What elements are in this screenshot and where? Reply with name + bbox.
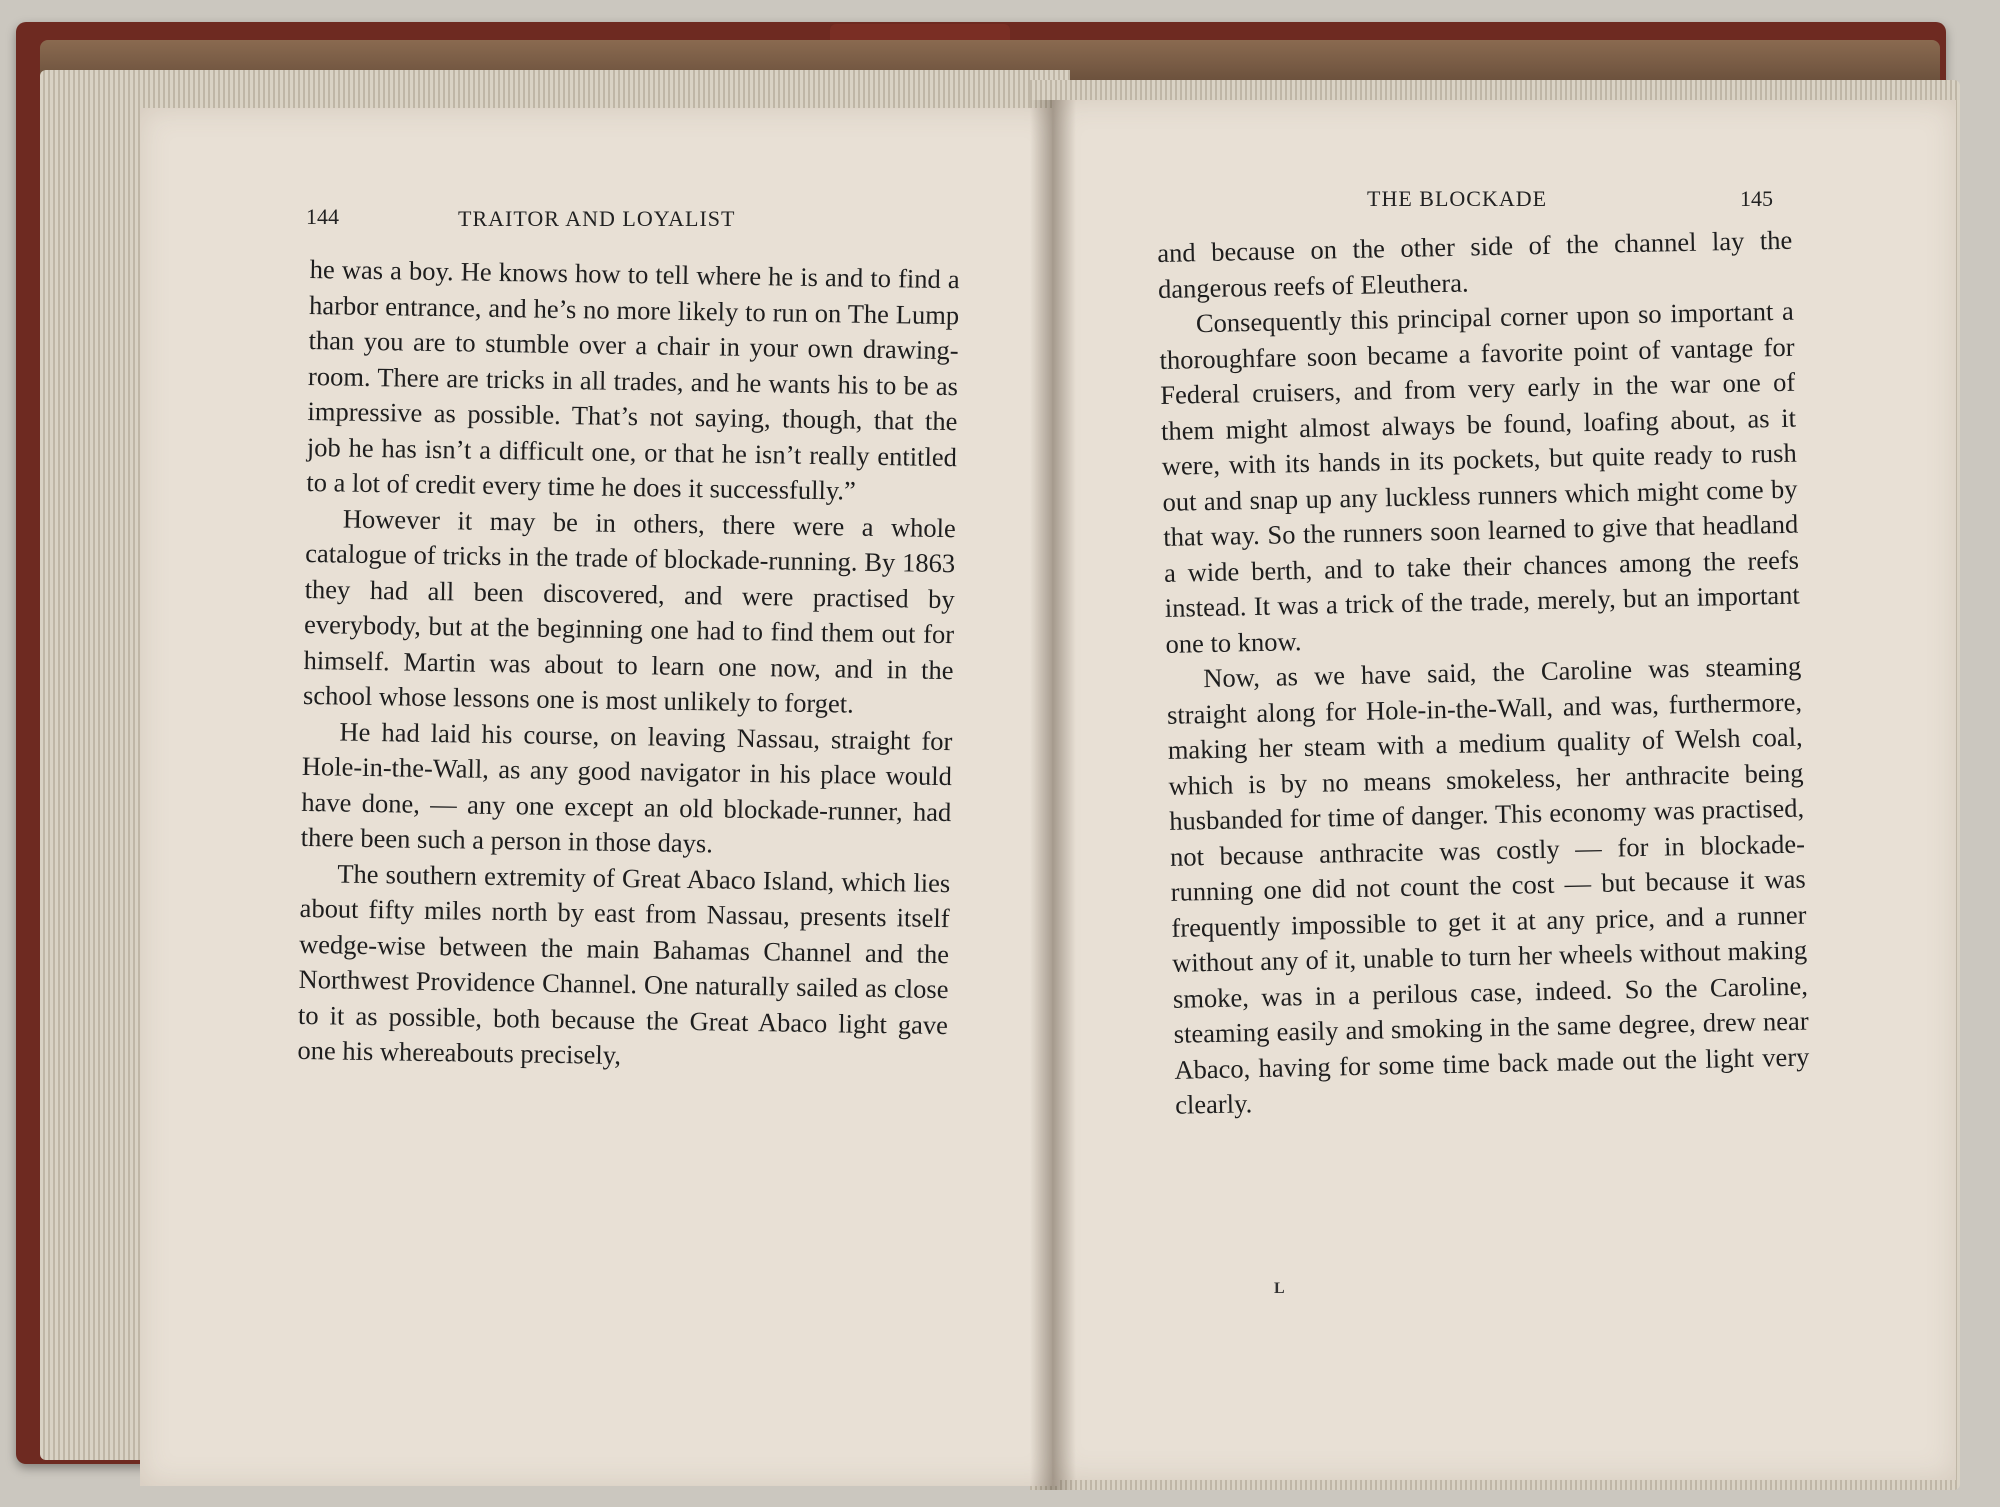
paragraph: Now, as we have said, the Caroline was steaming straight along for Hole-in-the-Wall, and was, furthermore, making her steam with a medium quality of Welsh coal, which is by no means smokeless, her anthracite being husbanded for time of danger. This economy was practised, not because anthracite was costly — for in blockade-running one did not count the cost — but because it was frequently impossible to get it at any price, and a runner without any of it, unable to turn her wheels without making smoke, was in a perilous case, indeed. So the Caroline, steaming easily and smoking in the same degree, drew near Abaco, having for some time back made out the light very clearly.	[1166, 650, 1810, 1120]
left-page-text	[297, 252, 960, 1079]
signature-mark: L	[1274, 1280, 1285, 1297]
right-page-text	[1157, 223, 1810, 1124]
book-gutter	[1030, 100, 1076, 1490]
paragraph: he was a boy. He knows how to tell where he is and to find a harbor entrance, and he’s no more likely to run on The Lump than you are to stumble over a chair in your own drawing-room. There are tricks in all trades, and he wants his to be as impressive as possible. That’s not saying, though, that the job he has isn’t a difficult one, or that he isn’t really entitled to a lot of credit every time he does it successfully.”	[306, 253, 960, 506]
left-page-number: 144	[306, 204, 339, 229]
paragraph: He had laid his course, on leaving Nassau, straight for Hole-in-the-Wall, as any good navigator in his place would have done, — any one except an old blockade-runner, had there been such a person in those days.	[300, 716, 953, 859]
paragraph: and because on the other side of the channel lay the dangerous reefs of Eleuthera.	[1157, 224, 1793, 304]
right-running-head: THE BLOCKADE	[1367, 186, 1548, 211]
paragraph: However it may be in others, there were a whole catalogue of tricks in the trade of blockade-running. By 1863 they had all been discovered, and were practised by everybody, but at the beginning one had to find them out for himself. Martin was about to learn one now, and in the school whose lessons one is most unlikely to forget.	[302, 503, 956, 719]
paragraph: Consequently this principal corner upon so important a thoroughfare soon became a favorite point of vantage for Federal cruisers, and from very early in the war one of them might almost always be found, loafing about, as it were, with its hands in its pockets, but quite ready to rush out and snap up any luckless runners which might come by that way. So the runners soon learned to give that headland a wide berth, and to take their chances among the reefs instead. It was a trick of the trade, merely, but an important one to know.	[1159, 295, 1800, 659]
right-page-number: 145	[1740, 186, 1773, 211]
left-running-head: TRAITOR AND LOYALIST	[458, 206, 736, 231]
paragraph: The southern extremity of Great Abaco Island, which lies about fifty miles north by east from Nassau, presents itself wedge-wise between the main Bahamas Channel and the Northwest Providence Channel. One naturally sailed as close to it as possible, both because the Great Abaco light gave one his whereabouts precisely,	[297, 858, 951, 1070]
